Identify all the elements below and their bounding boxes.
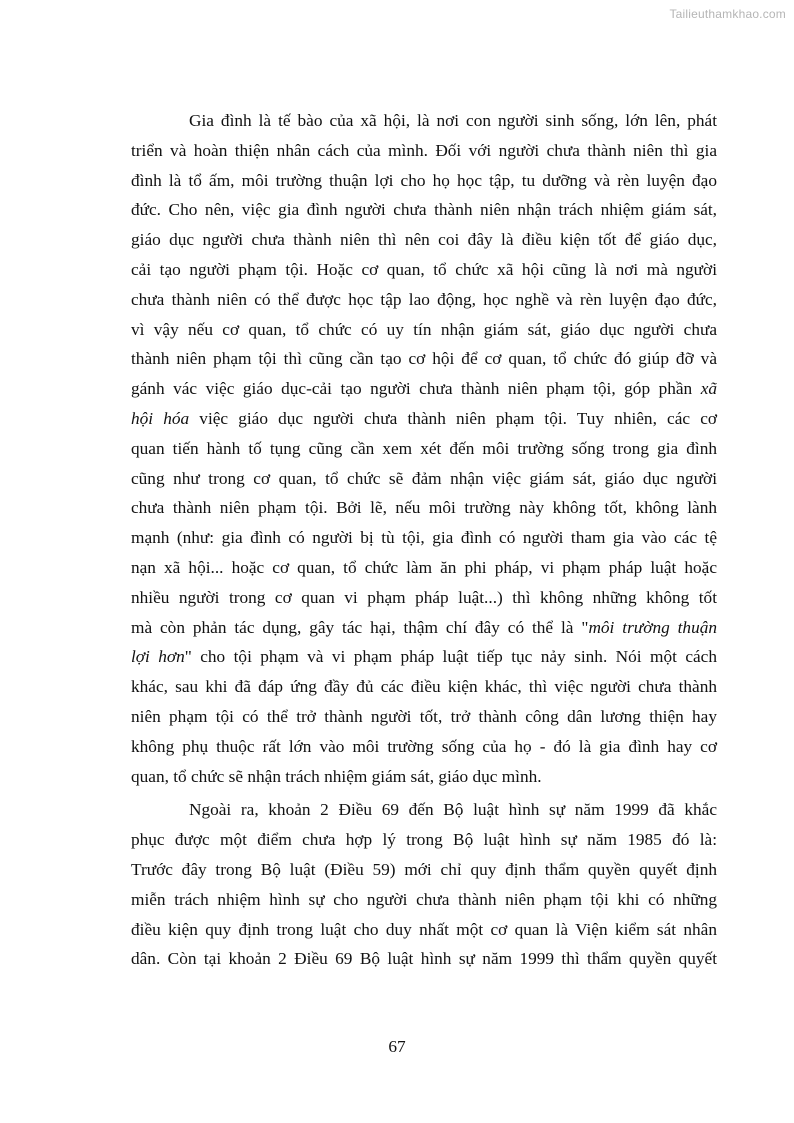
line-text: gánh vác việc giáo dục-cải tạo người chưa thành niên phạm tội, góp phần — [131, 379, 701, 399]
paragraph-line: khác, sau khi đã đáp ứng đầy đủ các điều kiện khác, thì việc người chưa thành — [131, 677, 717, 697]
paragraph-line: chưa thành niên có thể được học tập lao động, học nghề và rèn luyện đạo đức, — [131, 289, 717, 309]
line-text: việc giáo dục người chưa thành niên phạm tội. Tuy nhiên, các cơ — [189, 408, 718, 428]
line-text: " cho tội phạm và vi phạm pháp luật tiếp tục nảy sinh. Nói một cách — [184, 647, 717, 667]
paragraph-line: chưa thành niên phạm tội. Bởi lẽ, nếu môi trường này không tốt, không lành — [131, 498, 717, 518]
paragraph-line: nạn xã hội... hoặc cơ quan, tổ chức làm ăn phi pháp, vi phạm pháp luật hoặc — [131, 557, 717, 577]
paragraph-line — [131, 404, 717, 434]
paragraph-line: nhiều người trong cơ quan vi phạm pháp luật...) thì không những không tốt — [131, 587, 717, 607]
paragraph-2 — [131, 795, 717, 974]
paragraph-line: miễn trách nhiệm hình sự cho người chưa thành niên phạm tội khi có những — [131, 889, 717, 909]
paragraph-line: giáo dục người chưa thành niên thì nên coi đây là điều kiện tốt để giáo dục, — [131, 230, 717, 250]
paragraph-line: cải tạo người phạm tội. Hoặc cơ quan, tổ chức xã hội cũng là nơi mà người — [131, 259, 717, 279]
paragraph-1 — [131, 106, 717, 791]
paragraph-line: quan tiến hành tố tụng cũng cần xem xét đến môi trường sống trong gia đình — [131, 438, 717, 458]
italic-text: xã — [700, 379, 717, 399]
paragraph-line: quan, tổ chức sẽ nhận trách nhiệm giám sát, giáo dục mình. — [131, 766, 542, 786]
paragraph-line — [131, 613, 717, 643]
paragraph-line: Gia đình là tế bào của xã hội, là nơi con người sinh sống, lớn lên, phát — [189, 111, 717, 130]
paragraph-line: vì vậy nếu cơ quan, tổ chức có uy tín nhận giám sát, giáo dục người chưa — [131, 319, 717, 339]
paragraph-line: phục được một điểm chưa hợp lý trong Bộ luật hình sự năm 1985 đó là: — [131, 830, 717, 850]
paragraph-line — [131, 642, 717, 672]
paragraph-line: dân. Còn tại khoản 2 Điều 69 Bộ luật hình sự năm 1999 thì thẩm quyền quyết — [131, 949, 717, 969]
italic-text: môi trường thuận — [588, 617, 717, 637]
paragraph-line: Trước đây trong Bộ luật (Điều 59) mới chỉ quy định thẩm quyền quyết định — [131, 859, 717, 879]
page-number: 67 — [388, 1037, 406, 1056]
paragraph-line: Ngoài ra, khoản 2 Điều 69 đến Bộ luật hình sự năm 1999 đã khắc — [189, 800, 717, 820]
paragraph-line — [131, 374, 717, 404]
line-text: mà còn phản tác dụng, gây tác hại, thậm chí đây có thể là " — [131, 617, 589, 637]
paragraph-line: thành niên phạm tội thì cũng cần tạo cơ hội để cơ quan, tổ chức đó giúp đỡ và — [131, 349, 717, 369]
paragraph-line: điều kiện quy định trong luật cho duy nhất một cơ quan là Viện kiểm sát nhân — [131, 919, 717, 939]
paragraph-line: đình là tổ ấm, môi trường thuận lợi cho họ học tập, tu dưỡng và rèn luyện đạo — [131, 170, 717, 190]
document-body — [131, 106, 717, 974]
paragraph-line: cũng như trong cơ quan, tổ chức sẽ đảm nhận việc giám sát, giáo dục người — [131, 468, 717, 488]
paragraph-line: niên phạm tội có thể trở thành người tốt, trở thành công dân lương thiện hay — [131, 706, 717, 726]
paragraph-line: triển và hoàn thiện nhân cách của mình. Đối với người chưa thành niên thì gia — [131, 140, 717, 160]
paragraph-line: không phụ thuộc rất lớn vào môi trường sống của họ - đó là gia đình hay cơ — [131, 736, 717, 756]
paragraph-line: mạnh (như: gia đình có người bị tù tội, gia đình có người tham gia vào các tệ — [131, 528, 717, 548]
italic-text: lợi hơn — [131, 647, 185, 667]
italic-text: hội hóa — [131, 408, 190, 428]
watermark: Tailieuthamkhao.com — [669, 7, 786, 21]
paragraph-line: đức. Cho nên, việc gia đình người chưa thành niên nhận trách nhiệm giám sát, — [131, 200, 717, 220]
